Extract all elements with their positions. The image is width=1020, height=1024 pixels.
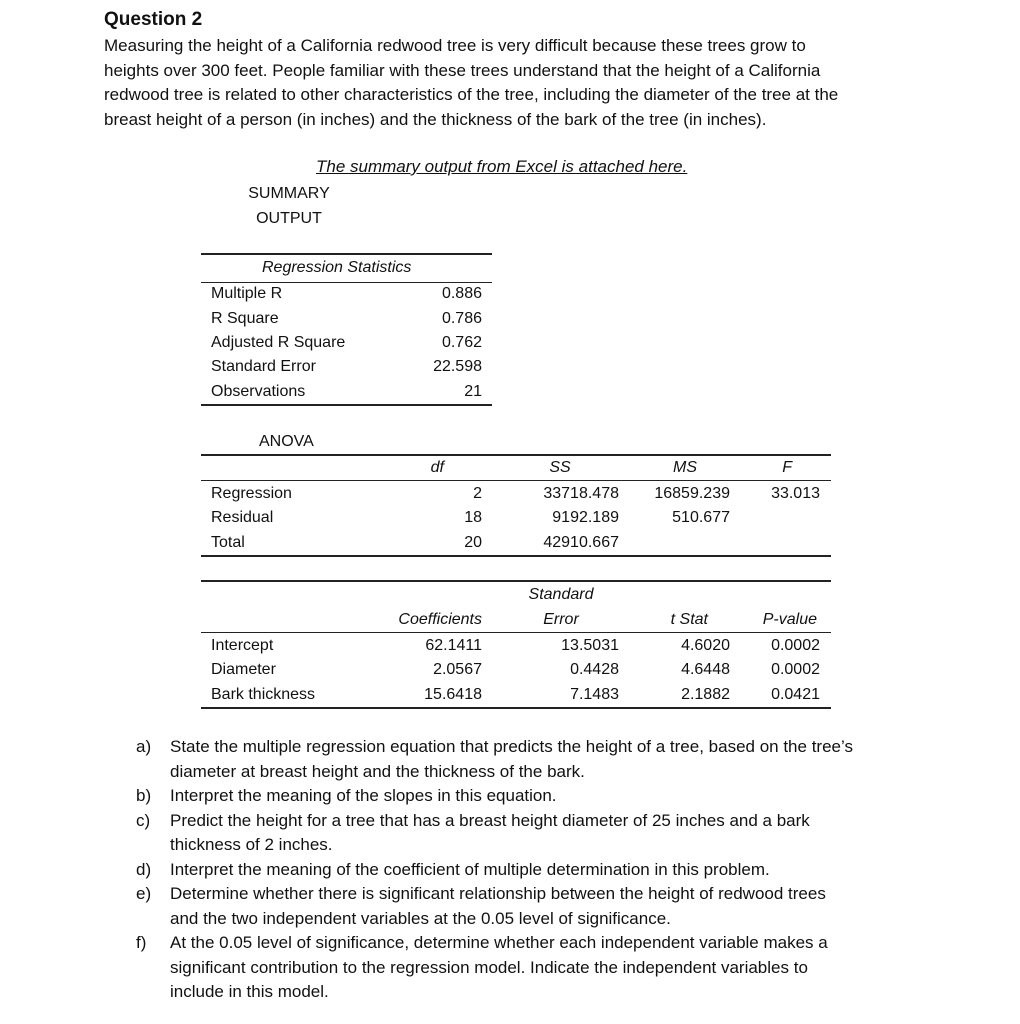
- stat-value: 22.598: [433, 358, 482, 375]
- coef-t: 2.1882: [681, 686, 730, 703]
- anova-row-label: Residual: [211, 509, 274, 526]
- regression-statistics-header: Regression Statistics: [262, 259, 412, 276]
- question-text-line: Predict the height for a tree that has a breast height diameter of 25 inches and a bark: [170, 810, 810, 830]
- anova-header-ms: MS: [673, 459, 697, 476]
- intro-line: breast height of a person (in inches) and the thickness of the bark of the tree (in inches).: [104, 109, 767, 129]
- coef-value: 15.6418: [424, 686, 482, 703]
- question-item: [136, 858, 936, 883]
- anova-header-df: df: [430, 459, 444, 476]
- question-item: [136, 784, 936, 809]
- coef-t: 4.6020: [681, 637, 730, 654]
- question-text-line: include in this model.: [170, 982, 329, 1001]
- summary-output-title: SUMMARY OUTPUT: [248, 185, 330, 227]
- coef-value: 62.1411: [425, 637, 482, 654]
- coef-se: 0.4428: [570, 661, 619, 678]
- question-label: b): [136, 786, 152, 805]
- anova-ms: 16859.239: [654, 485, 730, 502]
- anova-ss: 33718.478: [543, 485, 619, 502]
- stat-value: 0.786: [441, 310, 482, 327]
- question-text-line: and the two independent variables at the 0.05 level of significance.: [170, 908, 671, 928]
- question-text-line: thickness of 2 inches.: [170, 835, 333, 854]
- stat-label: Multiple R: [211, 285, 283, 302]
- question-title: Question 2: [104, 9, 203, 30]
- question-text-line: Determine whether there is significant relationship between the height of redwood trees: [170, 884, 826, 903]
- question-item: [136, 809, 936, 858]
- table-rule: [201, 253, 492, 255]
- stat-value: 0.762: [441, 334, 482, 351]
- table-rule: [201, 707, 831, 709]
- table-rule: [201, 404, 492, 406]
- coef-row-label: Bark thickness: [211, 686, 316, 703]
- anova-header-f: F: [782, 459, 792, 476]
- table-rule: [201, 580, 831, 582]
- coef-header-se-top: Standard: [528, 586, 594, 603]
- coef-p: 0.0002: [771, 637, 820, 654]
- anova-df: 2: [473, 485, 482, 502]
- question-text-line: Interpret the meaning of the coefficient of multiple determination in this problem.: [170, 859, 770, 879]
- question-text-line: Interpret the meaning of the slopes in this equation.: [170, 786, 557, 805]
- question-item: [136, 882, 936, 931]
- coef-header-coefficients: Coefficients: [398, 611, 482, 628]
- stat-label: Adjusted R Square: [211, 334, 346, 351]
- anova-df: 18: [464, 509, 482, 526]
- anova-row-label: Regression: [211, 485, 292, 502]
- anova-row-label: Total: [211, 534, 245, 551]
- question-item: [136, 931, 936, 1005]
- stat-value: 21: [464, 383, 482, 400]
- stat-label: Observations: [211, 383, 306, 400]
- coef-se: 13.5031: [561, 637, 619, 654]
- stat-value: 0.886: [441, 285, 482, 302]
- intro-line: redwood tree is related to other characteristics of the tree, including the diameter of the tree at the: [104, 85, 839, 104]
- anova-ss: 42910.667: [543, 534, 619, 551]
- stat-label: Standard Error: [211, 358, 316, 375]
- anova-df: 20: [464, 534, 482, 551]
- coef-value: 2.0567: [433, 661, 482, 678]
- coef-p: 0.0421: [771, 686, 820, 703]
- table-rule: [201, 480, 831, 481]
- question-label: c): [136, 810, 151, 830]
- coef-p: 0.0002: [771, 661, 820, 678]
- anova-f: 33.013: [771, 485, 820, 502]
- stat-label: R Square: [211, 310, 279, 327]
- table-rule: [201, 282, 492, 283]
- summary-caption: The summary output from Excel is attached here.: [316, 157, 688, 176]
- coef-t: 4.6448: [681, 661, 730, 678]
- coef-header-p-value: P-value: [762, 611, 817, 628]
- anova-ss: 9192.189: [552, 509, 619, 526]
- table-rule: [201, 632, 831, 633]
- intro-line: heights over 300 feet. People familiar with these trees understand that the height of a California: [104, 60, 821, 80]
- question-label: a): [136, 737, 152, 756]
- question-text-line: State the multiple regression equation that predicts the height of a tree, based on the tree’s: [170, 737, 853, 756]
- intro-line: Measuring the height of a California redwood tree is very difficult because these trees grow to: [104, 36, 806, 55]
- question-text-line: diameter at breast height and the thickness of the bark.: [170, 761, 585, 781]
- coef-row-label: Intercept: [211, 637, 274, 654]
- coef-se: 7.1483: [570, 686, 619, 703]
- question-text-line: significant contribution to the regression model. Indicate the independent variables to: [170, 957, 808, 977]
- question-text-line: At the 0.05 level of significance, determine whether each independent variable makes a: [170, 933, 828, 952]
- anova-title: ANOVA: [259, 433, 314, 450]
- table-rule: [201, 454, 831, 456]
- question-item: [136, 735, 936, 784]
- anova-ms: 510.677: [672, 509, 730, 526]
- coef-header-t-stat: t Stat: [670, 611, 708, 628]
- question-label: f): [136, 933, 147, 952]
- question-label: d): [136, 859, 152, 879]
- anova-header-ss: SS: [549, 459, 571, 476]
- question-list: [136, 735, 936, 1005]
- coef-header-se-bottom: Error: [543, 611, 579, 628]
- coef-row-label: Diameter: [211, 661, 276, 678]
- intro-paragraph: [104, 34, 934, 132]
- table-rule: [201, 555, 831, 557]
- question-label: e): [136, 884, 152, 903]
